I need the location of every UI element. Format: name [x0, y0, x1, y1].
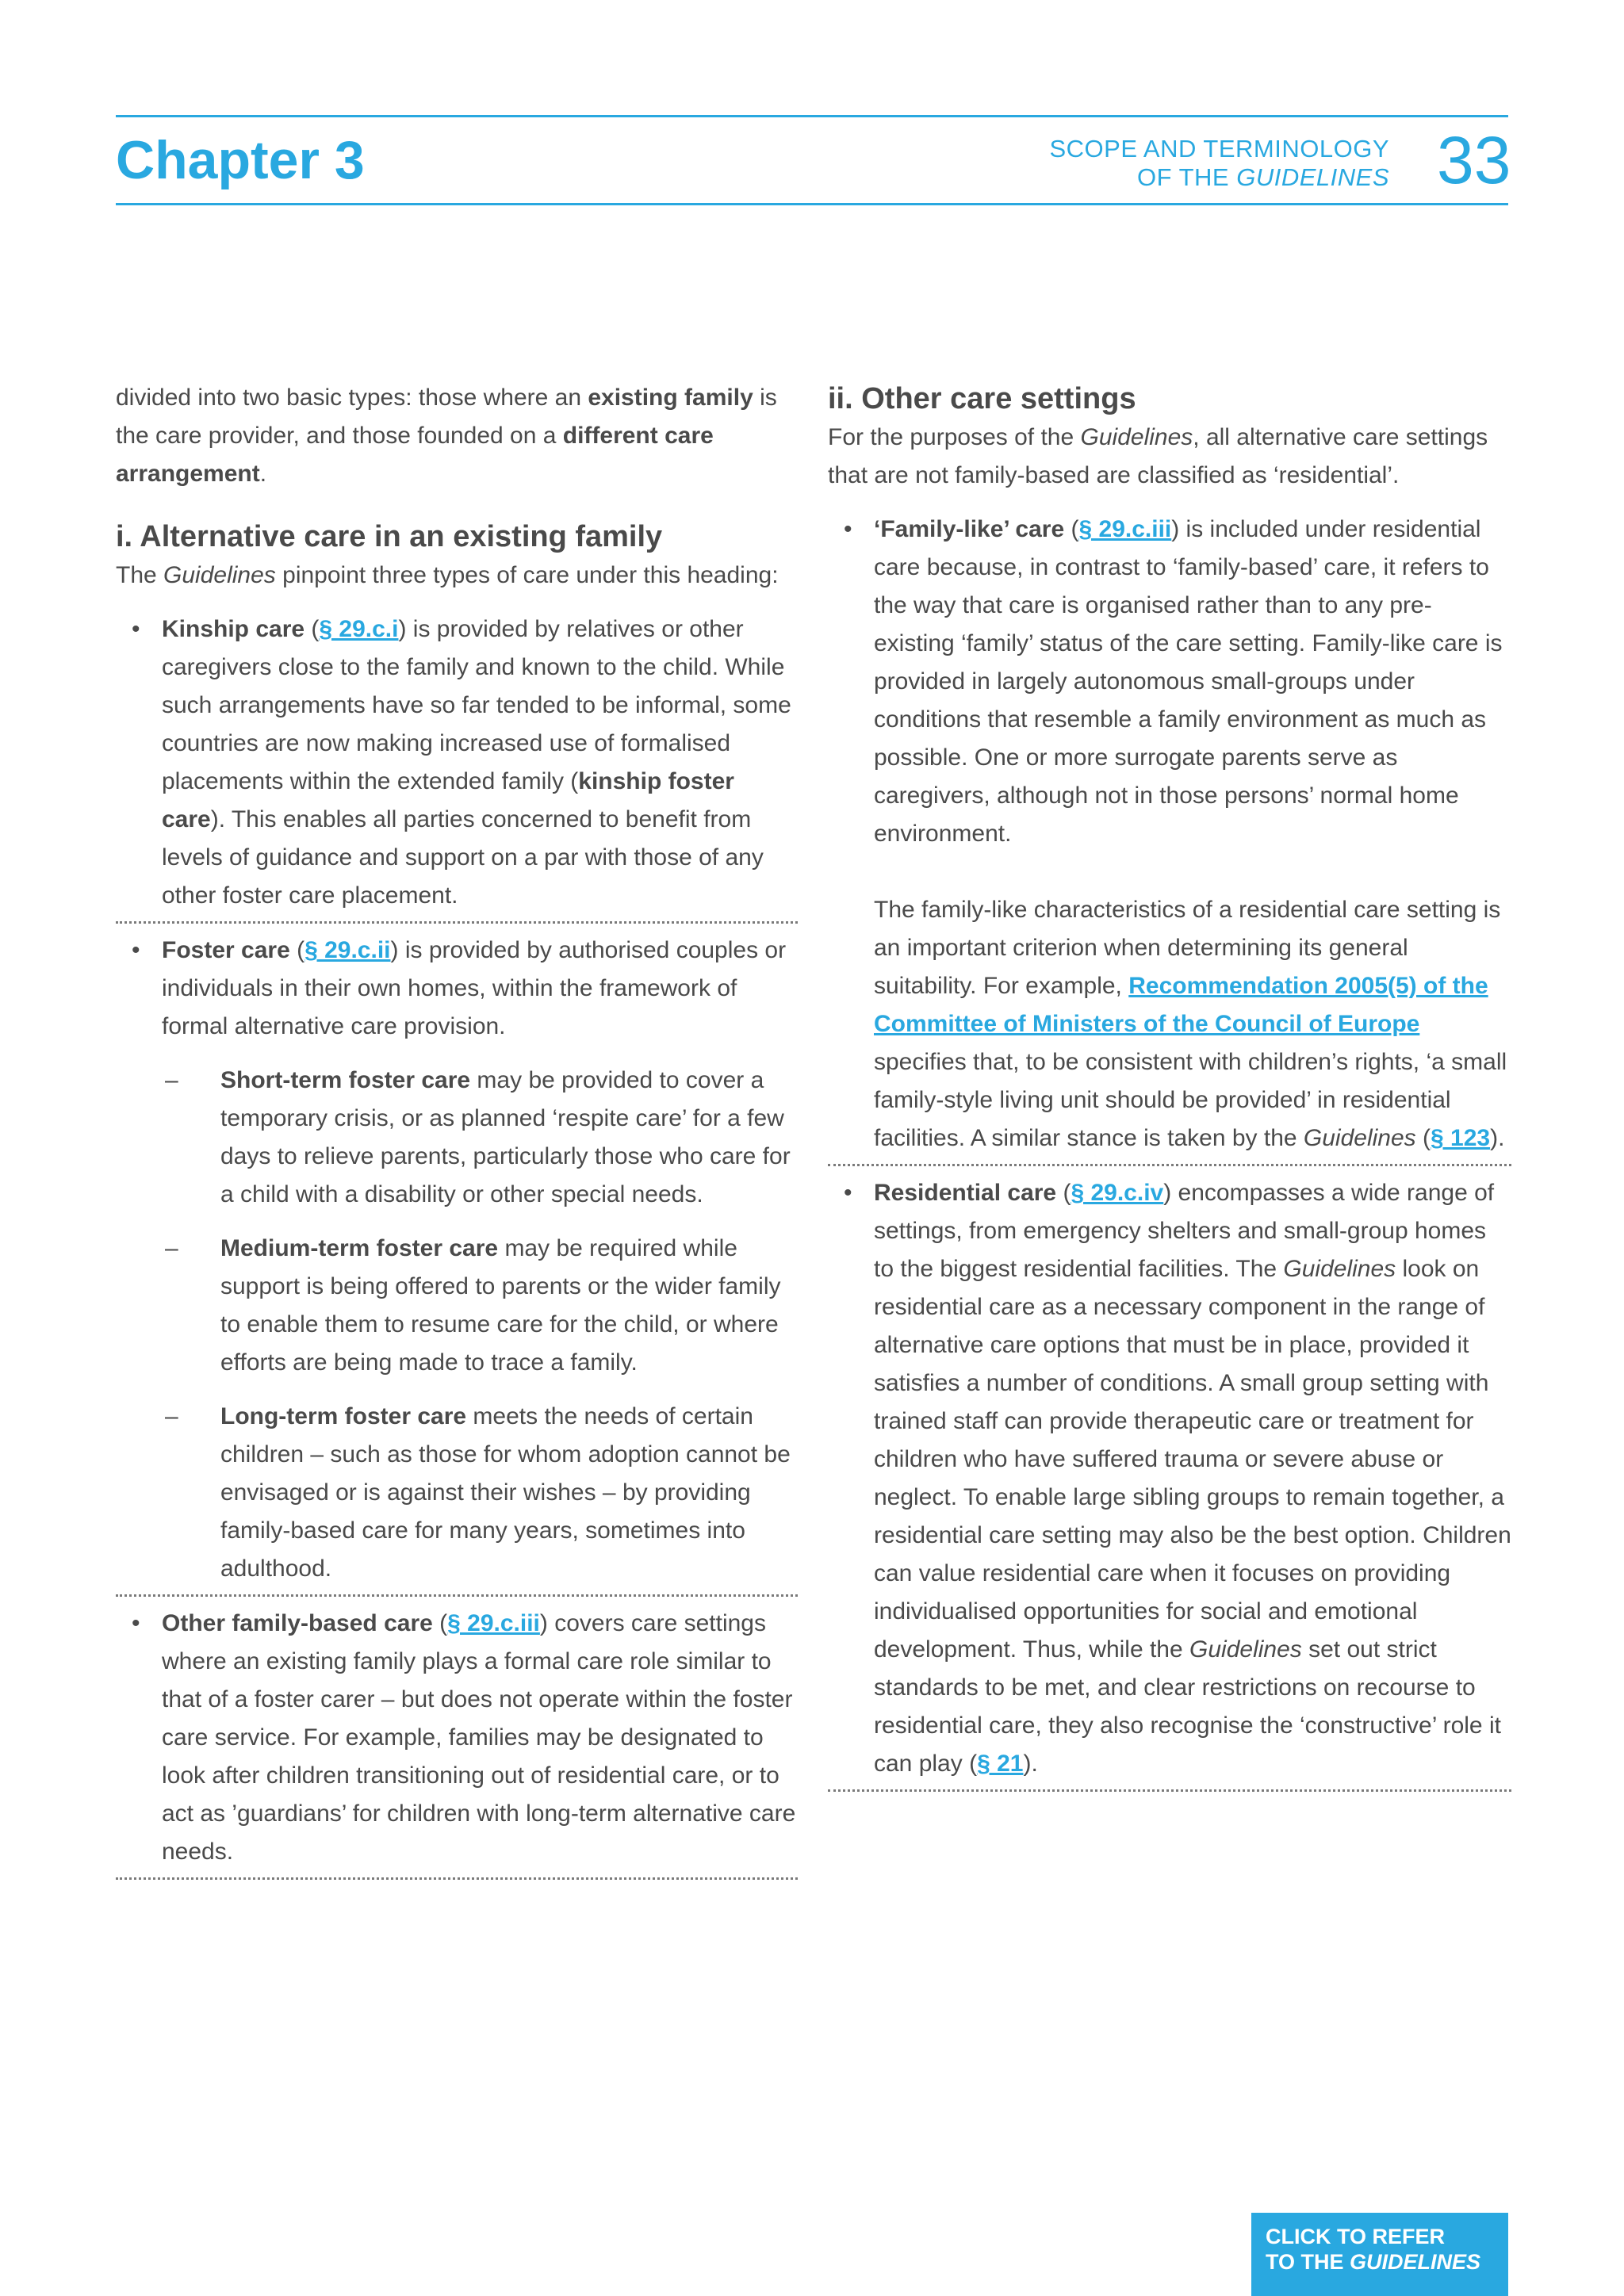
- intro-bold: existing family: [588, 385, 753, 411]
- cta-line1: CLICK TO REFER: [1266, 2225, 1446, 2248]
- link-29ci[interactable]: § 29.c.i: [319, 616, 399, 642]
- lead-text: pinpoint three types of care under this heading:: [275, 562, 779, 588]
- item-term: kinship foster care: [162, 768, 734, 832]
- dotted-divider: [116, 921, 798, 924]
- item-term: Long-term foster care: [220, 1403, 467, 1429]
- item-text: may be provided to cover a temporary crisis, or as planned ‘respite care’ for a few days to relieve parents, particularly those who care for a child with a disability or other special needs.: [220, 1067, 791, 1207]
- lead-existing-family: [116, 557, 798, 595]
- item-term: Foster care: [162, 937, 290, 963]
- list-item-family-like-care: [828, 511, 1511, 1158]
- item-term: Medium-term foster care: [220, 1235, 499, 1261]
- item-text: may be required while support is being offered to parents or the wider family to enable them to resume care for the child, or where efforts are being made to trace a family.: [220, 1235, 781, 1376]
- item-text: ) is provided by relatives or other caregivers close to the family and known to the child. While such arrangements have so far tended to be informal, some countries are now making increased use of formalised placements within the extended family (: [162, 616, 791, 794]
- dotted-divider: [828, 1164, 1511, 1166]
- sublist-item-short-term: [116, 1062, 798, 1214]
- item-term: Short-term foster care: [220, 1067, 471, 1093]
- item-text: ) is provided by authorised couples or individuals in their own homes, within the framework of formal alternative care provision.: [162, 937, 787, 1039]
- link-29civ[interactable]: § 29.c.iv: [1071, 1180, 1164, 1206]
- lead-italic: Guidelines: [163, 562, 276, 588]
- item-italic: Guidelines: [1303, 1125, 1416, 1151]
- item-text: specifies that, to be consistent with children’s rights, ‘a small family-style living unit should be provided’ in residential facilities. A similar stance is taken by the: [874, 1049, 1507, 1151]
- list-item-other-family-based-care: [116, 1605, 798, 1871]
- item-text: look on residential care as a necessary component in the range of alternative care options that must be in place, provided it satisfies a number of conditions. A small group setting with trained staff can provide therapeutic care or treatment for children who have suffered trauma or severe abuse or neglect. To enable large sibling groups to remain together, a residential care setting may also be the best option. Children can value residential care when it focuses on providing individualised opportunities for social and emotional development. Thus, while the: [874, 1256, 1511, 1663]
- link-21[interactable]: § 21: [977, 1751, 1024, 1777]
- section-title-italic: GUIDELINES: [1236, 163, 1389, 191]
- dash-icon: –: [165, 1067, 178, 1093]
- family-like-paragraph-2: [874, 891, 1511, 1158]
- lead-italic: Guidelines: [1080, 424, 1193, 450]
- dotted-divider: [828, 1789, 1511, 1792]
- item-text: (: [1064, 516, 1079, 542]
- item-text: (: [304, 616, 320, 642]
- cta-italic: GUIDELINES: [1350, 2250, 1481, 2274]
- item-text: ) encompasses a wide range of settings, from emergency shelters and small-group homes to the biggest residential facilities. The: [874, 1180, 1495, 1282]
- list-item-foster-care: [116, 932, 798, 1046]
- link-29cii[interactable]: § 29.c.ii: [304, 937, 391, 963]
- link-29ciii-right[interactable]: § 29.c.iii: [1078, 516, 1172, 542]
- link-recommendation-2005-5[interactable]: Recommendation 2005(5) of the Committee of Ministers of the Council of Europe: [874, 973, 1488, 1037]
- bullet-icon: •: [132, 937, 140, 963]
- lead-text: , all alternative care settings that are not family-based are classified as ‘residential’.: [828, 424, 1488, 488]
- item-text: (: [289, 937, 305, 963]
- dash-icon: –: [165, 1235, 178, 1261]
- item-text: ) is included under residential care because, in contrast to ‘family-based’ care, it refers to the way that care is organised rather than to any pre-existing ‘family’ status of the care setting. Family-like care is provided in largely autonomous small-groups under conditions that resemble a family environment as much as possible. One or more surrogate parents serve as caregivers, although not in those persons’ normal home environment.: [874, 516, 1503, 847]
- item-text: ).: [1023, 1751, 1038, 1777]
- item-text: ).: [1490, 1125, 1505, 1151]
- item-italic: Guidelines: [1189, 1636, 1302, 1663]
- dash-icon: –: [165, 1403, 178, 1429]
- section-title-line1: SCOPE AND TERMINOLOGY: [1049, 135, 1389, 163]
- lead-text: The: [116, 562, 164, 588]
- header-bottom-rule: [116, 203, 1508, 205]
- dotted-divider: [116, 1877, 798, 1880]
- list-item-kinship-care: [116, 610, 798, 915]
- right-column: [828, 379, 1511, 1800]
- cta-prefix: TO THE: [1266, 2250, 1350, 2274]
- item-text: The family-like characteristics of a residential care setting is an important criterion when determining its general suitability. For example,: [874, 897, 1501, 999]
- section-title-line2: [1049, 163, 1389, 192]
- item-term: Residential care: [874, 1180, 1057, 1206]
- chapter-title: Chapter 3: [116, 130, 365, 190]
- item-text: (: [1415, 1125, 1431, 1151]
- sublist-item-medium-term: [116, 1230, 798, 1382]
- item-text: (: [432, 1610, 448, 1636]
- dotted-divider: [116, 1594, 798, 1597]
- heading-existing-family: i. Alternative care in an existing family: [116, 520, 663, 553]
- item-text: ). This enables all parties concerned to benefit from levels of guidance and support on a par with those of any other foster care placement.: [162, 806, 764, 909]
- bullet-icon: •: [844, 1180, 852, 1206]
- item-text: (: [1056, 1180, 1071, 1206]
- item-term: ‘Family-like’ care: [874, 516, 1065, 542]
- lead-text: For the purposes of the: [828, 424, 1081, 450]
- bullet-icon: •: [132, 616, 140, 642]
- header-top-rule: [116, 115, 1508, 117]
- intro-text: is the care provider, and those founded on a: [116, 385, 777, 449]
- section-title: [1049, 135, 1389, 192]
- refer-to-guidelines-button[interactable]: [1251, 2213, 1508, 2296]
- page-number: 33: [1437, 123, 1511, 197]
- intro-text: .: [259, 461, 267, 487]
- intro-text: divided into two basic types: those where an: [116, 385, 588, 411]
- intro-bold: different care arrangement: [116, 423, 714, 487]
- heading-other-care-settings: ii. Other care settings: [828, 382, 1136, 415]
- section-title-prefix: OF THE: [1137, 163, 1237, 191]
- left-column: [116, 379, 798, 1888]
- item-text: ) covers care settings where an existing family plays a formal care role similar to that of a foster carer – but does not operate within the foster care service. For example, families may be designated to look after children transitioning out of residential care, or to act as ’guardians’ for children with long-term alternative care needs.: [162, 1610, 796, 1865]
- intro-paragraph: [116, 379, 798, 493]
- list-item-residential-care: [828, 1174, 1511, 1783]
- sublist-item-long-term: [116, 1398, 798, 1588]
- cta-line2: [1266, 2249, 1494, 2275]
- item-italic: Guidelines: [1283, 1256, 1396, 1282]
- item-text: set out strict standards to be met, and clear restrictions on recourse to residential care, they also recognise the ‘constructive’ role it can play (: [874, 1636, 1501, 1777]
- item-term: Kinship care: [162, 616, 305, 642]
- lead-other-care-settings: [828, 419, 1511, 495]
- bullet-icon: •: [132, 1610, 140, 1636]
- bullet-icon: •: [844, 516, 852, 542]
- item-term: Other family-based care: [162, 1610, 433, 1636]
- link-29ciii[interactable]: § 29.c.iii: [447, 1610, 540, 1636]
- item-text: meets the needs of certain children – such as those for whom adoption cannot be envisaged or is against their wishes – by providing family-based care for many years, sometimes into adulthood.: [220, 1403, 791, 1582]
- link-123[interactable]: § 123: [1431, 1125, 1491, 1151]
